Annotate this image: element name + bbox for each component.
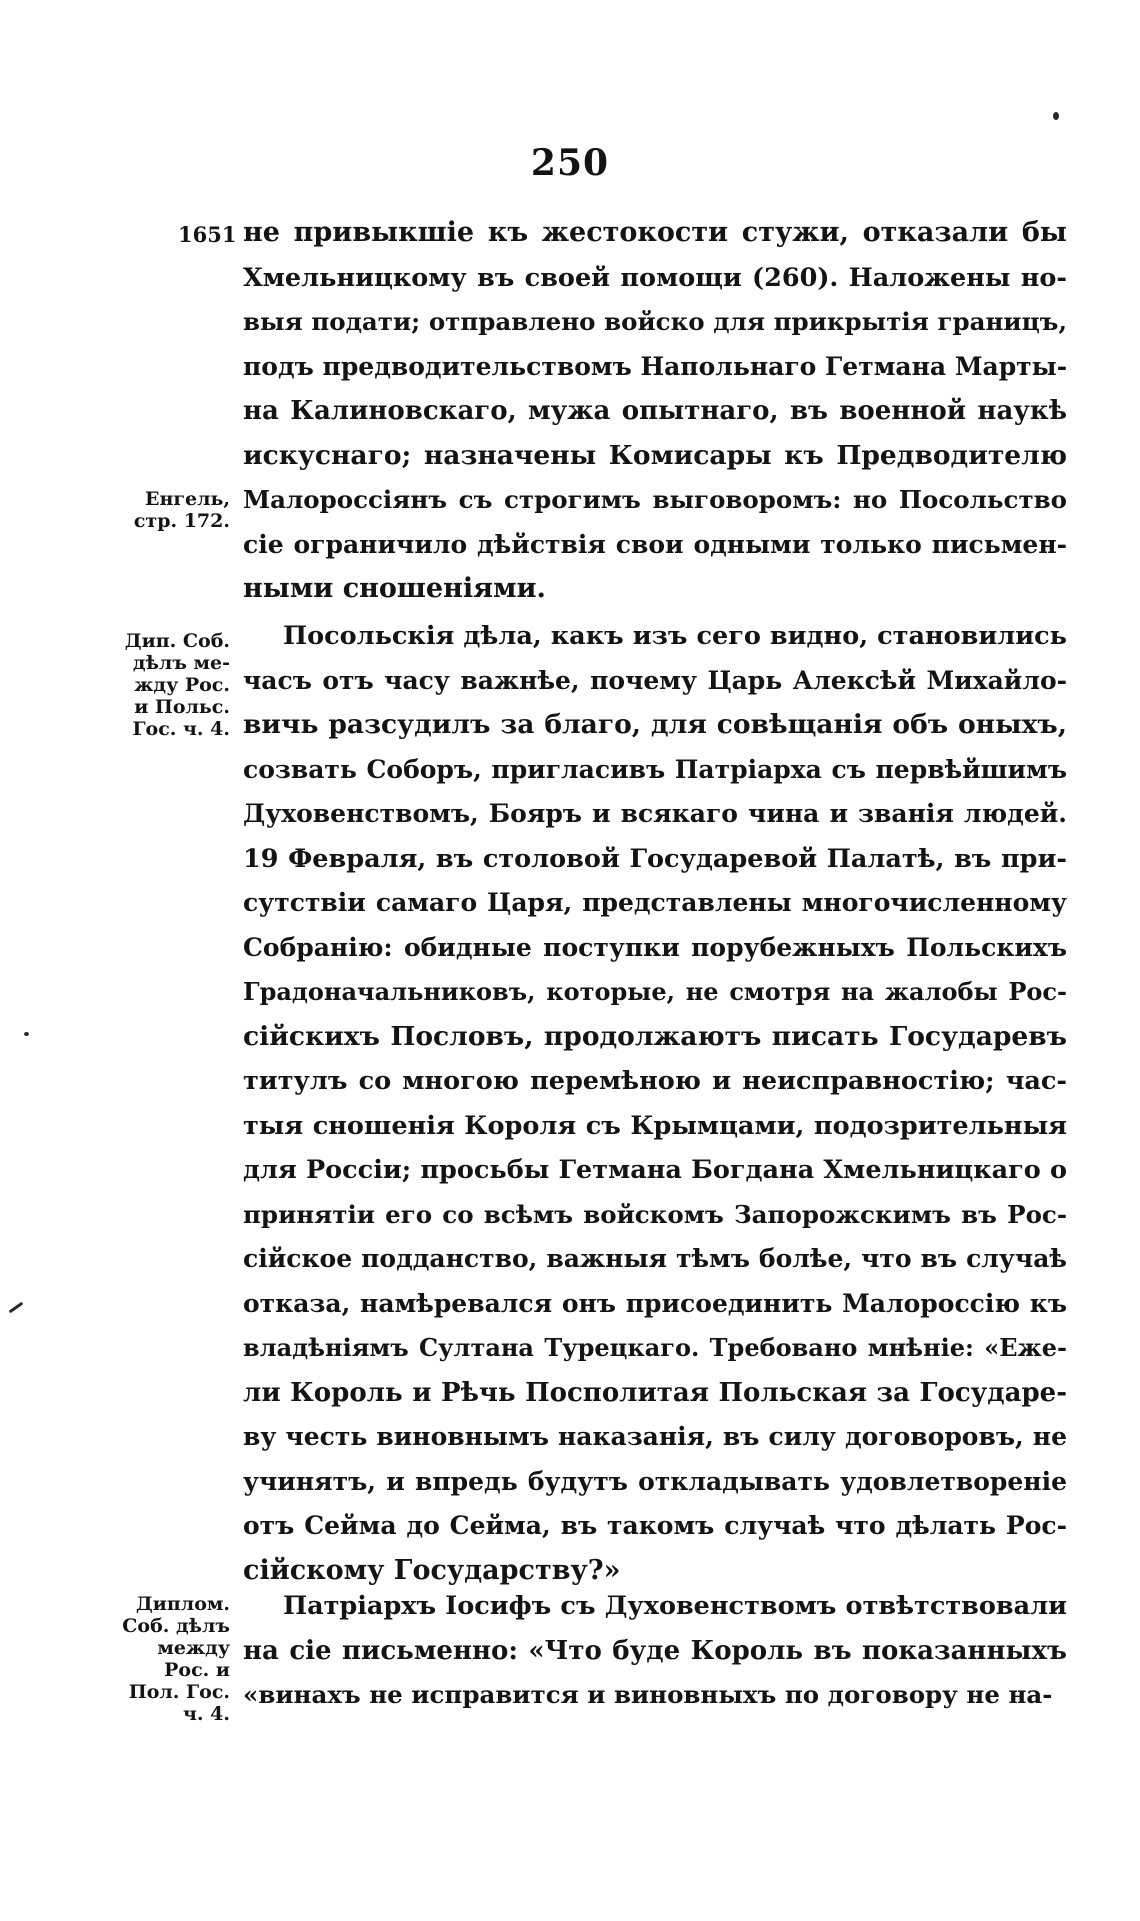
margin-note-line: между bbox=[157, 1637, 230, 1659]
text-line: не привыкшіе къ жестокости стужи, отказали бы bbox=[243, 217, 1067, 248]
text-line: на Калиновскаго, мужа опытнаго, въ военной наукѣ bbox=[243, 396, 1067, 426]
text-line: часъ отъ часу важнѣе, почему Царь Алексѣй Михайло- bbox=[243, 665, 1067, 695]
margin-note-line: Дип. Соб. bbox=[124, 630, 230, 652]
text-line: сійскому Государству?» bbox=[243, 1554, 621, 1586]
margin-note-line: и Польс. bbox=[134, 696, 230, 718]
text-line: искуснаго; назначены Комисары къ Предводителю bbox=[243, 439, 1067, 471]
text-line: ву честь виновнымъ наказанія, въ силу договоровъ, не bbox=[243, 1422, 1067, 1451]
text-line: титулъ со многою перемѣною и неисправностію; час- bbox=[243, 1066, 1067, 1096]
margin-note-line: ч. 4. bbox=[183, 1703, 230, 1725]
margin-note-line: жду Рос. bbox=[134, 674, 230, 696]
text-line: сійскихъ Пословъ, продолжаютъ писать Государевъ bbox=[243, 1020, 1067, 1052]
text-line: сійское подданство, важныя тѣмъ болѣе, что въ случаѣ bbox=[243, 1244, 1067, 1273]
margin-note-line: Диплом. bbox=[135, 1593, 230, 1615]
text-line: выя подати; отправлено войско для прикрытія границъ, bbox=[243, 307, 1067, 336]
margin-note-line: Пол. Гос. bbox=[128, 1681, 230, 1703]
paragraph-1 bbox=[243, 211, 1067, 612]
text-line: тыя сношенія Короля съ Крымцами, подозрительныя bbox=[243, 1110, 1067, 1141]
text-line: отъ Сейма до Сейма, въ такомъ случаѣ что дѣлать Рос- bbox=[243, 1511, 1067, 1540]
text-line: «винахъ не исправится и виновныхъ по договору не на- bbox=[243, 1680, 1053, 1709]
text-line: учинятъ, и впредь будутъ откладывать удовлетвореніе bbox=[243, 1466, 1067, 1496]
paragraph-2 bbox=[243, 614, 1067, 1593]
text-line: Духовенствомъ, Бояръ и всякаго чина и званія людей. bbox=[243, 799, 1067, 828]
margin-note-diplom bbox=[120, 1593, 230, 1725]
text-line: Градоначальниковъ, которые, не смотря на жалобы Рос- bbox=[243, 977, 1067, 1006]
text-line: вичь разсудилъ за благо, для совѣщанія объ оныхъ, bbox=[243, 709, 1067, 740]
text-line: на сіе письменно: «Что буде Король въ показанныхъ bbox=[243, 1635, 1067, 1666]
margin-note-line: стр. 172. bbox=[133, 510, 230, 532]
margin-note-line: Енгель, bbox=[144, 488, 230, 510]
margin-note-line: Соб. дѣлъ bbox=[122, 1615, 230, 1637]
margin-note-dip-sob bbox=[120, 630, 230, 740]
text-line: 19 Февраля, въ столовой Государевой Палатѣ, въ при- bbox=[243, 843, 1067, 874]
text-line: владѣніямъ Султана Турецкаго. Требовано мнѣніе: «Еже- bbox=[243, 1333, 1067, 1362]
text-line: сутствіи самаго Царя, представлены многочисленному bbox=[243, 888, 1067, 917]
margin-note-engel bbox=[120, 488, 230, 532]
text-line: сіе ограничило дѣйствія свои одными только письмен- bbox=[243, 529, 1067, 559]
page-number: 250 bbox=[530, 142, 610, 184]
margin-note-line: Рос. и bbox=[164, 1659, 230, 1681]
paragraph-3 bbox=[243, 1584, 1067, 1718]
text-line: Патріархъ Іосифъ съ Духовенствомъ отвѣтствовали bbox=[283, 1591, 1067, 1621]
text-line: Собранію: обидные поступки порубежныхъ Польскихъ bbox=[243, 932, 1067, 962]
text-line: ли Король и Рѣчь Посполитая Польская за Государе- bbox=[243, 1377, 1067, 1408]
text-line: Хмельницкому въ своей помощи (260). Наложены но- bbox=[243, 262, 1067, 293]
margin-note-line: Гос. ч. 4. bbox=[132, 718, 230, 740]
text-line: Посольскія дѣла, какъ изъ сего видно, становились bbox=[283, 621, 1067, 651]
margin-note-line: дѣлъ ме- bbox=[132, 652, 230, 674]
text-line: принятіи его со всѣмъ войскомъ Запорожскимъ въ Рос- bbox=[243, 1199, 1067, 1229]
text-line: Малороссіянъ съ строгимъ выговоромъ: но Посольство bbox=[243, 485, 1067, 514]
text-line: для Россіи; просьбы Гетмана Богдана Хмельницкаго о bbox=[243, 1155, 1067, 1185]
text-line: ными сношеніями. bbox=[243, 573, 546, 604]
margin-year: 1651 bbox=[178, 222, 237, 247]
ink-speck bbox=[9, 1302, 24, 1314]
ink-speck bbox=[24, 1032, 29, 1036]
text-line: подъ предводительствомъ Напольнаго Гетмана Марты- bbox=[243, 351, 1068, 381]
text-line: созвать Соборъ, пригласивъ Патріарха съ первѣйшимъ bbox=[243, 754, 1067, 784]
text-line: отказа, намѣревался онъ присоединить Малороссію къ bbox=[243, 1288, 1067, 1318]
ink-speck bbox=[1053, 112, 1059, 120]
